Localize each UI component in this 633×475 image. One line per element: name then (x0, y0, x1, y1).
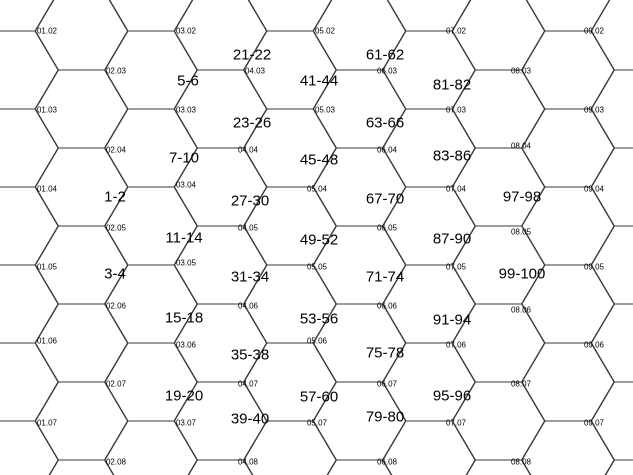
hex-cell (592, 382, 633, 460)
hex-cell (0, 31, 58, 109)
hex-cell (453, 226, 545, 304)
hex-coordinate-label: 09.05 (583, 262, 605, 272)
hex-coordinate-label: 04.07 (237, 379, 259, 389)
hex-coordinate-label: 08.04 (510, 141, 532, 151)
hex-cell (383, 262, 475, 343)
hex-cell (383, 340, 475, 421)
hex-cell (314, 223, 406, 304)
hex-coordinate-label: 07.06 (445, 340, 467, 350)
hex-range-label: 27-30 (230, 192, 270, 210)
hex-cell (522, 109, 614, 187)
hex-range-label: 5-6 (177, 72, 199, 90)
hex-range-label: 11-14 (165, 229, 203, 247)
hex-range-label: 57-60 (299, 388, 339, 406)
hex-cell (453, 379, 545, 460)
hex-coordinate-label: 03.02 (175, 26, 197, 36)
hex-cell (105, 31, 197, 109)
hex-cell (592, 70, 633, 148)
hex-coordinate-label: 02.03 (105, 66, 127, 76)
hex-cell (36, 457, 128, 475)
hex-coordinate-label: 03.05 (175, 258, 197, 268)
hex-range-label: 61-62 (365, 46, 405, 64)
hex-cell (105, 109, 200, 187)
hex-coordinate-label: 09.02 (583, 26, 605, 36)
hex-coordinate-label: 08.07 (510, 379, 532, 389)
hex-cell (0, 262, 58, 343)
hex-coordinate-label: 04.08 (237, 457, 259, 467)
hex-cell (244, 262, 339, 343)
hex-cell (383, 418, 475, 475)
hex-cell (383, 31, 475, 109)
hex-range-label: 49-52 (299, 231, 339, 249)
hex-cell (383, 184, 475, 265)
hex-cell (522, 262, 614, 343)
hex-coordinate-label: 05.03 (314, 105, 336, 115)
hex-coordinate-label: 04.03 (244, 66, 266, 76)
hex-cell (522, 340, 614, 421)
hex-coordinate-label: 07.04 (445, 184, 467, 194)
hex-cell (175, 70, 267, 148)
hex-cell (0, 109, 58, 187)
hex-coordinate-label: 06.07 (376, 379, 398, 389)
hex-cell (592, 226, 633, 304)
hex-range-label: 41-44 (299, 72, 339, 90)
hex-coordinate-label: 07.05 (445, 262, 467, 272)
hex-cell (592, 148, 633, 226)
hex-cell (105, 340, 197, 421)
hex-coordinate-label: 07.07 (445, 418, 467, 428)
hex-cell (314, 145, 406, 226)
hex-cell (105, 265, 197, 343)
hex-cell (244, 31, 339, 109)
hex-cell (105, 418, 197, 475)
hex-coordinate-label: 06.05 (376, 223, 398, 233)
hex-coordinate-label: 06.03 (376, 66, 398, 76)
hex-range-label: 39-40 (230, 410, 270, 428)
hex-coordinate-label: 02.07 (105, 379, 127, 389)
hex-range-label: 95-96 (432, 387, 472, 405)
hex-coordinate-label: 09.07 (583, 418, 605, 428)
hex-coordinate-label: 07.02 (445, 26, 467, 36)
hex-coordinate-label: 01.05 (36, 262, 58, 272)
hex-cell (175, 0, 267, 70)
hex-cell (175, 223, 270, 304)
hex-range-label: 75-78 (365, 344, 405, 362)
hex-cell (0, 184, 58, 265)
hex-coordinate-label: 05.06 (306, 336, 328, 346)
hex-cell (175, 379, 270, 460)
hex-cell (453, 148, 545, 226)
hex-cell (522, 184, 614, 265)
hex-coordinate-label: 03.06 (175, 340, 197, 350)
hex-coordinate-label: 01.06 (36, 336, 58, 346)
hex-cell (314, 70, 406, 148)
hex-coordinate-label: 03.04 (175, 180, 197, 190)
hex-cell (105, 187, 197, 265)
hex-range-label: 7-10 (168, 149, 200, 167)
hex-range-label: 87-90 (432, 230, 472, 248)
hex-coordinate-label: 05.04 (306, 184, 328, 194)
hex-coordinate-label: 02.06 (105, 301, 127, 311)
hex-range-label: 3-4 (104, 265, 126, 283)
hex-coordinate-label: 03.03 (175, 105, 197, 115)
hex-coordinate-label: 01.03 (36, 105, 58, 115)
hex-coordinate-label: 08.06 (510, 305, 532, 315)
hex-coordinate-label: 03.07 (175, 418, 197, 428)
hex-cell (0, 418, 58, 475)
hex-cell (522, 418, 614, 475)
hex-cell (36, 70, 128, 148)
hex-range-label: 79-80 (365, 408, 405, 426)
hex-coordinate-label: 08.03 (510, 66, 532, 76)
hex-coordinate-label: 02.08 (105, 457, 127, 467)
hex-coordinate-label: 02.05 (105, 223, 127, 233)
hex-range-label: 21-22 (232, 46, 272, 64)
hex-coordinate-label: 02.04 (105, 145, 127, 155)
hex-range-label: 45-48 (299, 151, 339, 169)
hex-range-label: 67-70 (365, 190, 405, 208)
hex-coordinate-label: 09.06 (583, 340, 605, 350)
hex-coordinate-label: 08.08 (510, 457, 532, 467)
hex-cell (175, 301, 270, 382)
hex-coordinate-label: 09.03 (583, 105, 605, 115)
hex-cell (453, 0, 545, 70)
hex-range-label: 31-34 (230, 268, 270, 286)
hex-range-label: 63-66 (365, 114, 405, 132)
hex-range-label: 35-38 (230, 346, 270, 364)
hex-cell (36, 379, 128, 460)
hex-coordinate-label: 01.04 (36, 184, 58, 194)
hex-cell (175, 145, 270, 226)
hex-range-label: 53-56 (299, 310, 339, 328)
hex-cell (383, 109, 475, 187)
hex-cell (453, 457, 545, 475)
hex-cell (453, 304, 545, 382)
hex-range-label: 91-94 (432, 311, 472, 329)
hex-cell (314, 301, 406, 382)
hex-coordinate-label: 05.02 (314, 26, 336, 36)
hex-coordinate-label: 06.08 (376, 457, 398, 467)
hex-cell (0, 0, 58, 31)
hex-coordinate-label: 06.04 (376, 145, 398, 155)
hex-range-label: 81-82 (432, 76, 472, 94)
hex-coordinate-label: 04.05 (237, 223, 259, 233)
hex-range-label: 71-74 (365, 268, 405, 286)
hex-range-label: 15-18 (164, 309, 204, 327)
hex-cell (175, 457, 267, 475)
hex-coordinate-label: 07.03 (445, 105, 467, 115)
hex-range-label: 19-20 (164, 387, 204, 405)
hex-cell (314, 379, 406, 460)
hex-cell (244, 109, 339, 187)
hex-coordinate-label: 01.07 (36, 418, 58, 428)
hex-cell (36, 145, 128, 226)
hex-cell (592, 304, 633, 382)
hex-cell (314, 0, 406, 70)
hex-coordinate-label: 09.04 (583, 184, 605, 194)
hex-range-label: 23-26 (232, 114, 272, 132)
hex-cell (592, 0, 633, 70)
hex-cell (36, 223, 128, 304)
hex-coordinate-label: 01.02 (36, 26, 58, 36)
hex-range-label: 83-86 (432, 147, 472, 165)
hex-cell (244, 343, 339, 421)
hex-range-label: 97-98 (502, 188, 542, 206)
hex-cell (522, 31, 614, 109)
hex-coordinate-label: 04.04 (237, 145, 259, 155)
hex-cell (244, 184, 339, 265)
hex-coordinate-label: 04.06 (237, 301, 259, 311)
hex-cell (453, 70, 545, 148)
hex-cell (314, 457, 406, 475)
hex-range-label: 1-2 (104, 188, 126, 206)
hex-range-label: 99-100 (498, 265, 546, 283)
hex-cell (244, 418, 336, 475)
hex-cell (36, 301, 128, 382)
hex-coordinate-label: 06.06 (376, 301, 398, 311)
hex-coordinate-label: 05.07 (306, 418, 328, 428)
hex-cell (0, 343, 58, 421)
hex-coordinate-label: 08.05 (510, 227, 532, 237)
hex-cell (36, 0, 128, 70)
hex-coordinate-label: 05.05 (306, 262, 328, 272)
